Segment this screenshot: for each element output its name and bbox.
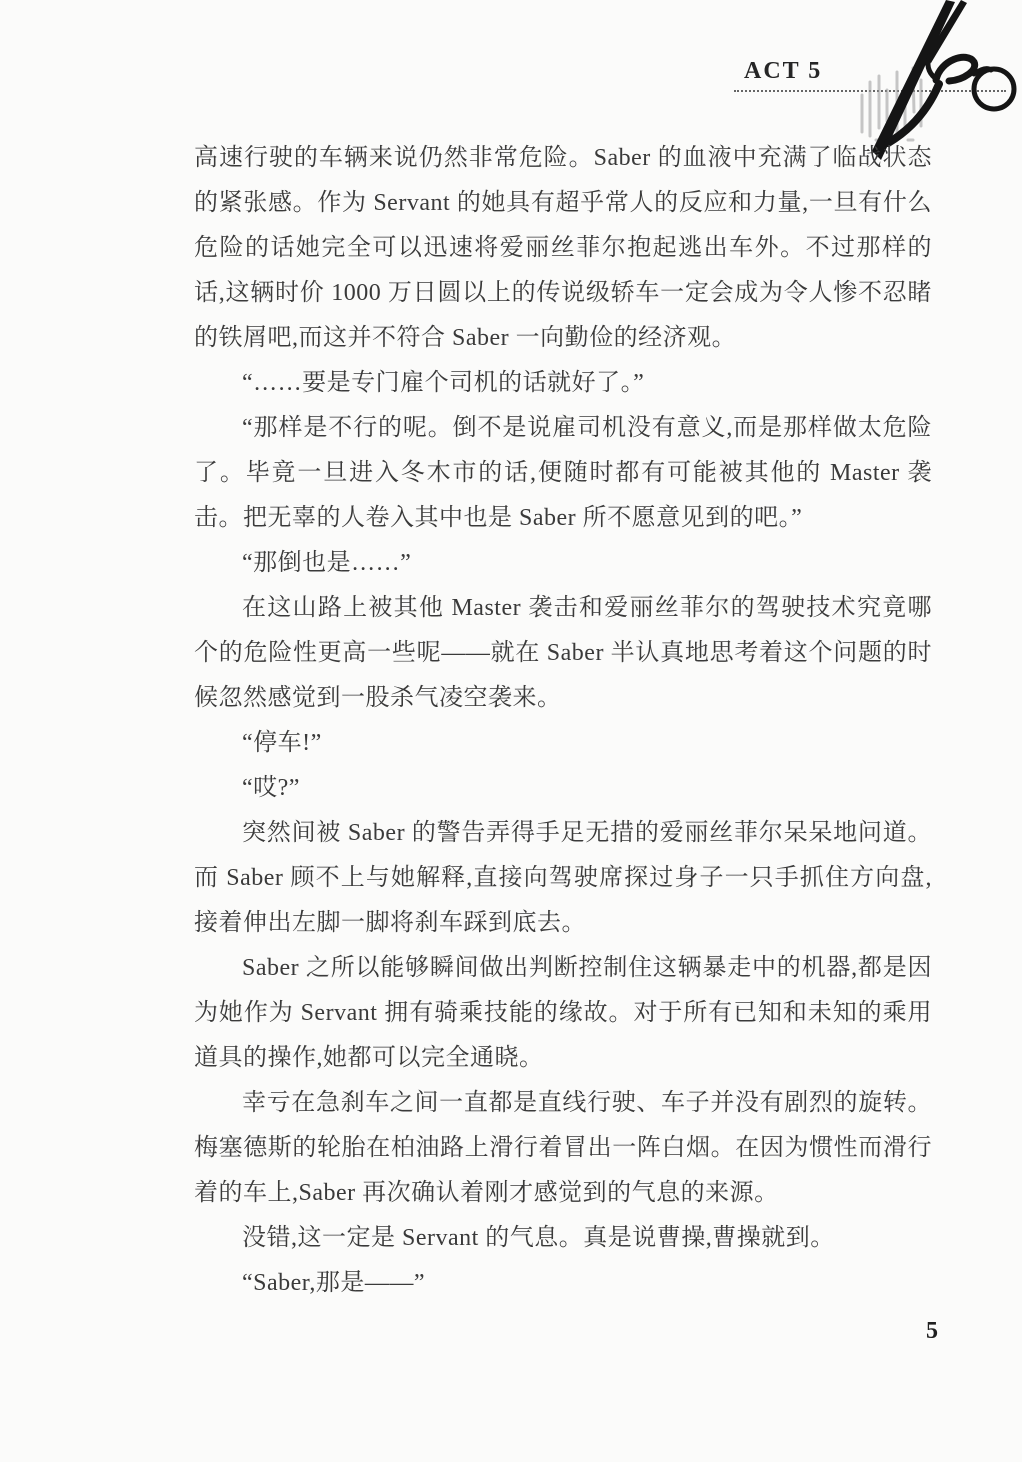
paragraph: 没错,这一定是 Servant 的气息。真是说曹操,曹操就到。 bbox=[242, 1225, 835, 1251]
paragraph: “Saber,那是——” bbox=[242, 1270, 425, 1296]
paragraph: 突然间被 Saber 的警告弄得手足无措的爱丽丝菲尔呆呆地问道。而 Saber 顾不上与她解释,直接向驾驶席探过身子一只手抓住方向盘,接着伸出左脚一脚将刹车踩到底去。 bbox=[194, 820, 932, 936]
body-text-block bbox=[194, 136, 932, 1306]
paragraph: 在这山路上被其他 Master 袭击和爱丽丝菲尔的驾驶技术究竟哪个的危险性更高一些呢——就在 Saber 半认真地思考着这个问题的时候忽然感觉到一股杀气凌空袭来。 bbox=[194, 595, 932, 711]
paragraph: Saber 之所以能够瞬间做出判断控制住这辆暴走中的机器,都是因为她作为 Servant 拥有骑乘技能的缘故。对于所有已知和未知的乘用道具的操作,她都可以完全通晓。 bbox=[194, 955, 932, 1071]
paragraph: “那倒也是……” bbox=[242, 550, 412, 576]
paragraph: “哎?” bbox=[242, 775, 300, 801]
paragraph: “停车!” bbox=[242, 730, 322, 756]
paragraph: 高速行驶的车辆来说仍然非常危险。Saber 的血液中充满了临战状态的紧张感。作为 Servant 的她具有超乎常人的反应和力量,一旦有什么危险的话她完全可以迅速将爱丽丝菲尔抱起逃出车外。不过那样的话,这辆时价 1000 万日圆以上的传说级轿车一定会成为令人惨不忍睹的铁屑吧,而这并不符合 Saber 一向勤俭的经济观。 bbox=[194, 145, 932, 351]
paragraph: “那样是不行的呢。倒不是说雇司机没有意义,而是那样做太危险了。毕竟一旦进入冬木市的话,便随时都有可能被其他的 Master 袭击。把无辜的人卷入其中也是 Saber 所不愿意见到的吧。” bbox=[194, 415, 932, 531]
act-chapter-label: ACT 5 bbox=[744, 58, 823, 84]
paragraph: “……要是专门雇个司机的话就好了。” bbox=[242, 370, 645, 396]
paragraph: 幸亏在急刹车之间一直都是直线行驶、车子并没有剧烈的旋转。梅塞德斯的轮胎在柏油路上滑行着冒出一阵白烟。在因为惯性而滑行着的车上,Saber 再次确认着刚才感觉到的气息的来源。 bbox=[194, 1090, 932, 1206]
page-number: 5 bbox=[926, 1318, 938, 1344]
